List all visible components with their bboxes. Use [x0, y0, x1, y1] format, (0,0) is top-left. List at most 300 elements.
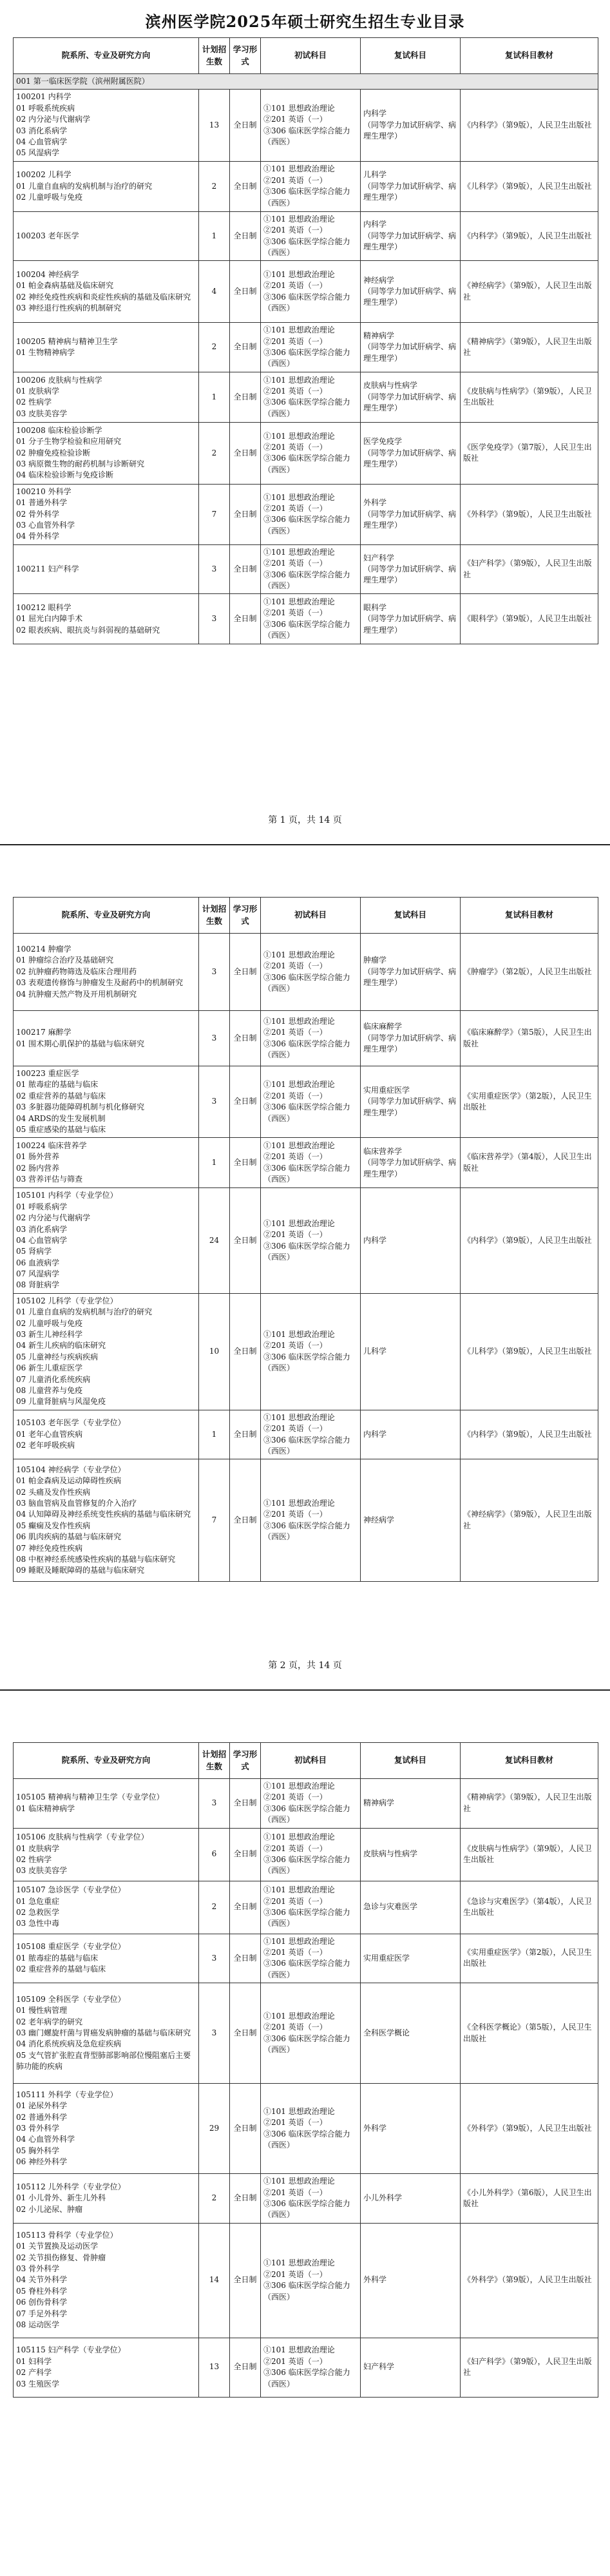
dept-line: 04 临床检验诊断与免疫诊断 [16, 470, 114, 480]
initial-exam-line: ③306 临床医学综合能力（西医） [263, 187, 350, 207]
textbook-cell [461, 261, 598, 323]
initial-exam-line: ③306 临床医学综合能力（西医） [263, 2033, 350, 2055]
dept-line: 05 癫痫及发作性疾病 [16, 1521, 91, 1530]
dept-cell [14, 1983, 199, 2084]
plan-count: 1 [199, 1410, 230, 1459]
dept-line: 02 重症营养的基础与临床 [16, 1965, 106, 1974]
dept-line: 01 屈光白内障手术 [16, 614, 83, 624]
initial-exam-cell [261, 1188, 361, 1294]
dept-line: 03 多脏器功能障碍机制与机化修研究 [16, 1102, 145, 1112]
table-row [14, 422, 598, 484]
initial-exam-line: ②201 英语（一） [263, 608, 327, 618]
initial-exam-line: ②201 英语（一） [263, 2269, 327, 2279]
dept-line: 105103 老年医学（专业学位） [16, 1418, 126, 1428]
textbook-line: 《妇产科学》（第9版），人民卫生出版社 [463, 2356, 592, 2378]
initial-exam-line: ②201 英语（一） [263, 2023, 327, 2032]
initial-exam-cell [261, 1066, 361, 1138]
textbook-cell [461, 594, 598, 644]
initial-exam-line: ②201 英语（一） [263, 386, 327, 396]
dept-line: 06 神经外科学 [16, 2157, 68, 2167]
plan-count: 3 [199, 544, 230, 594]
dept-line: 02 关节损伤修复、骨肿瘤 [16, 2253, 106, 2262]
header-dept: 院系所、专业及研究方向 [14, 38, 199, 74]
textbook-cell [461, 1410, 598, 1459]
textbook-line: 《急诊与灾难医学》（第4版），人民卫生出版社 [463, 1896, 592, 1918]
textbook-line: 《实用重症医学》（第2版），人民卫生出版社 [463, 1947, 592, 1968]
study-mode: 全日制 [230, 2084, 261, 2174]
dept-line: 100212 眼科学 [16, 602, 71, 612]
dept-line: 01 急危重症 [16, 1896, 60, 1906]
study-mode: 全日制 [230, 1779, 261, 1829]
dept-line: 02 肿瘤免疫检验诊断 [16, 448, 91, 457]
dept-cell [14, 1881, 199, 1934]
initial-exam-line: ②201 英语（一） [263, 1424, 327, 1434]
textbook-line: 《精神病学》（第9版），人民卫生出版社 [463, 1793, 592, 1813]
header-plan: 计划招生数 [199, 38, 230, 74]
catalog-table-page-1 [13, 37, 598, 644]
dept-line: 01 普通外科学 [16, 498, 68, 508]
retest-line: （同等学力加试肝病学、病理生理学） [363, 1158, 457, 1178]
retest-line: 临床营养学 [363, 1146, 403, 1156]
retest-cell [361, 1983, 461, 2084]
dept-line: 105113 骨科学（专业学位） [16, 2230, 118, 2240]
study-mode: 全日制 [230, 2338, 261, 2397]
plan-count: 3 [199, 1011, 230, 1066]
initial-exam-line: ①101 思想政治理论 [263, 1330, 335, 1340]
textbook-cell [461, 2174, 598, 2224]
table-row [14, 1011, 598, 1066]
retest-line: （同等学力加试肝病学、病理生理学） [363, 448, 457, 469]
dept-line: 01 关节置换及运动医学 [16, 2242, 99, 2251]
dept-line: 07 风湿病学 [16, 1269, 60, 1279]
retest-cell [361, 90, 461, 161]
initial-exam-line: ②201 英语（一） [263, 2187, 327, 2197]
initial-exam-line: ①101 思想政治理论 [263, 325, 335, 335]
initial-exam-line: ①101 思想政治理论 [263, 547, 335, 557]
initial-exam-line: ③306 临床医学综合能力（西医） [263, 1908, 350, 1928]
retest-cell [361, 1779, 461, 1829]
retest-cell [361, 1828, 461, 1881]
dept-line: 05 脊柱外科学 [16, 2286, 68, 2296]
dept-line: 02 产科学 [16, 2368, 52, 2378]
initial-exam-cell [261, 2223, 361, 2338]
study-mode: 全日制 [230, 1934, 261, 1983]
initial-exam-line: ③306 临床医学综合能力（西医） [263, 236, 350, 257]
textbook-cell [461, 1188, 598, 1294]
study-mode: 全日制 [230, 372, 261, 422]
initial-exam-line: ③306 临床医学综合能力（西医） [263, 348, 350, 369]
dept-line: 02 神经免疫性疾病和炎症性疾病的基础及临床研究 [16, 292, 191, 302]
retest-line: （同等学力加试肝病学、病理生理学） [363, 342, 457, 363]
plan-count: 7 [199, 1459, 230, 1582]
dept-line: 100204 神经病学 [16, 270, 79, 280]
table-row [14, 90, 598, 161]
document-title: 滨州医学院2025年硕士研究生招生专业目录 [145, 12, 465, 31]
textbook-line: 《精神病学》（第9版），人民卫生出版社 [463, 336, 592, 358]
study-mode: 全日制 [230, 1828, 261, 1881]
textbook-cell [461, 934, 598, 1011]
dept-line: 01 呼吸系统疾病 [16, 103, 75, 113]
dept-line: 08 肾脏病学 [16, 1280, 60, 1290]
dept-cell [14, 422, 199, 484]
dept-line: 105101 内科学（专业学位） [16, 1191, 118, 1200]
textbook-cell [461, 484, 598, 544]
table-header-row [14, 38, 598, 74]
dept-line: 06 新生儿重症医学 [16, 1363, 83, 1373]
dept-line: 05 支气管扩张腔直背型肺部影响部位慢阻塞后主要肺功能的疾病 [16, 2050, 191, 2071]
dept-line: 04 ARDS的发生发展机制 [16, 1113, 106, 1123]
dept-line: 01 老年心血管疾病 [16, 1429, 83, 1439]
dept-line: 07 神经免疫性疾病 [16, 1543, 83, 1553]
table-row [14, 934, 598, 1011]
initial-exam-line: ③306 临床医学综合能力（西医） [263, 2281, 350, 2302]
initial-exam-cell [261, 422, 361, 484]
table-row [14, 1881, 598, 1934]
retest-line: 内科学 [363, 1429, 387, 1439]
table-row [14, 594, 598, 644]
retest-cell [361, 1293, 461, 1410]
study-mode: 全日制 [230, 323, 261, 372]
retest-line: 急诊与灾难医学 [363, 1902, 418, 1912]
dept-cell [14, 372, 199, 422]
dept-line: 01 帕金森病及运动障碍性疾病 [16, 1476, 122, 1486]
initial-exam-cell [261, 934, 361, 1011]
initial-exam-line: ①101 思想政治理论 [263, 270, 335, 280]
initial-exam-line: ③306 临床医学综合能力（西医） [263, 1163, 350, 1184]
dept-line: 03 急性中毒 [16, 1919, 60, 1928]
dept-cell [14, 2338, 199, 2397]
dept-line: 105109 全科医学（专业学位） [16, 1994, 126, 2004]
initial-exam-line: ③306 临床医学综合能力（西医） [263, 398, 350, 418]
plan-count: 3 [199, 1983, 230, 2084]
dept-line: 105106 皮肤病与性病学（专业学位） [16, 1832, 149, 1842]
retest-line: 神经病学 [363, 275, 395, 285]
initial-exam-line: ②201 英语（一） [263, 442, 327, 452]
textbook-cell [461, 1066, 598, 1138]
retest-line: 小儿外科学 [363, 2193, 403, 2203]
initial-exam-cell [261, 544, 361, 594]
initial-exam-line: ②201 英语（一） [263, 2356, 327, 2366]
dept-line: 100217 麻醉学 [16, 1028, 71, 1037]
dept-line: 100208 临床检验诊断学 [16, 425, 102, 435]
plan-count: 2 [199, 323, 230, 372]
plan-count: 1 [199, 1138, 230, 1188]
retest-cell [361, 484, 461, 544]
dept-line: 01 肿瘤综合治疗及基础研究 [16, 956, 114, 965]
initial-exam-cell [261, 1779, 361, 1829]
dept-line: 08 儿童营养与免疫 [16, 1385, 83, 1395]
textbook-cell [461, 323, 598, 372]
initial-exam-cell [261, 1983, 361, 2084]
dept-cell [14, 1138, 199, 1188]
retest-line: 实用重症医学 [363, 1086, 410, 1095]
initial-exam-line: ②201 英语（一） [263, 1843, 327, 1853]
initial-exam-line: ①101 思想政治理论 [263, 2011, 335, 2021]
dept-line: 02 急救医学 [16, 1908, 60, 1918]
dept-line: 02 普通外科学 [16, 2112, 68, 2122]
dept-line: 100201 内科学 [16, 92, 71, 102]
initial-exam-line: ③306 临床医学综合能力（西医） [263, 1039, 350, 1059]
textbook-line: 《外科学》（第9版），人民卫生出版社 [463, 509, 592, 519]
dept-line: 03 新生儿神经科学 [16, 1330, 83, 1340]
initial-exam-line: ②201 英语（一） [263, 1028, 327, 1037]
textbook-line: 《儿科学》（第9版），人民卫生出版社 [463, 181, 592, 191]
dept-line: 100210 外科学 [16, 486, 71, 496]
dept-line: 05 风湿病学 [16, 148, 60, 158]
initial-exam-cell [261, 2338, 361, 2397]
dept-line: 02 内分泌与代谢病学 [16, 115, 91, 124]
initial-exam-line: ②201 英语（一） [263, 226, 327, 235]
textbook-line: 《外科学》（第9版），人民卫生出版社 [463, 2123, 592, 2133]
initial-exam-line: ③306 临床医学综合能力（西医） [263, 2129, 350, 2150]
textbook-cell [461, 90, 598, 161]
retest-line: 儿科学 [363, 170, 387, 180]
plan-count: 13 [199, 90, 230, 161]
dept-cell [14, 1188, 199, 1294]
dept-cell [14, 2174, 199, 2224]
study-mode: 全日制 [230, 934, 261, 1011]
retest-line: 神经病学 [363, 1515, 395, 1525]
retest-line: 妇产科学 [363, 2362, 395, 2372]
dept-cell [14, 323, 199, 372]
initial-exam-line: ①101 思想政治理论 [263, 1141, 335, 1151]
dept-cell [14, 1779, 199, 1829]
dept-line: 03 脑血管病及血管修复的介入治疗 [16, 1499, 137, 1508]
retest-line: 内科学 [363, 109, 387, 119]
dept-line: 01 围术期心肌保护的基础与临床研究 [16, 1039, 145, 1048]
plan-count: 29 [199, 2084, 230, 2174]
table-header-row [14, 1743, 598, 1779]
table-row [14, 1779, 598, 1829]
dept-line: 105102 儿科学（专业学位） [16, 1296, 118, 1305]
textbook-line: 《小儿外科学》（第6版），人民卫生出版社 [463, 2187, 592, 2208]
plan-count: 13 [199, 2338, 230, 2397]
retest-line: （同等学力加试肝病学、病理生理学） [363, 1097, 457, 1117]
initial-exam-line: ①101 思想政治理论 [263, 164, 335, 174]
dept-line: 03 心血管外科学 [16, 521, 75, 530]
initial-exam-line: ②201 英语（一） [263, 1896, 327, 1906]
dept-line: 03 幽门螺旋杆菌与胃癌发病肿瘤的基础与临床研究 [16, 2028, 191, 2037]
plan-count: 2 [199, 161, 230, 211]
initial-exam-line: ①101 思想政治理论 [263, 431, 335, 441]
table-row [14, 1934, 598, 1983]
dept-line: 05 重症感染的基础与临床 [16, 1124, 106, 1134]
document-page-3 [0, 1691, 610, 2576]
initial-exam-cell [261, 2084, 361, 2174]
initial-exam-line: ③306 临床医学综合能力（西医） [263, 1521, 350, 1542]
initial-exam-line: ②201 英语（一） [263, 559, 327, 568]
header-book: 复试科目教材 [461, 898, 598, 934]
header-init: 初试科目 [261, 1743, 361, 1779]
dept-cell [14, 1459, 199, 1582]
table-row [14, 1188, 598, 1294]
dept-line: 04 认知障碍及神经系统变性疾病的基础与临床研究 [16, 1510, 191, 1519]
dept-line: 07 儿童消化系统疾病 [16, 1374, 91, 1384]
retest-line: 精神病学 [363, 331, 395, 340]
initial-exam-cell [261, 484, 361, 544]
dept-line: 01 呼吸系病学 [16, 1202, 68, 1211]
initial-exam-line: ①101 思想政治理论 [263, 492, 335, 502]
retest-line: （同等学力加试肝病学、病理生理学） [363, 392, 457, 413]
initial-exam-cell [261, 261, 361, 323]
initial-exam-line: ①101 思想政治理论 [263, 214, 335, 224]
plan-count: 3 [199, 934, 230, 1011]
initial-exam-cell [261, 90, 361, 161]
dept-line: 01 帕金森病基础及临床研究 [16, 281, 114, 291]
study-mode: 全日制 [230, 1881, 261, 1934]
retest-cell [361, 2174, 461, 2224]
textbook-cell [461, 1828, 598, 1881]
dept-cell [14, 261, 199, 323]
initial-exam-line: ②201 英语（一） [263, 281, 327, 291]
header-retest: 复试科目 [361, 898, 461, 934]
plan-count: 6 [199, 1828, 230, 1881]
dept-line: 01 泌尿外科学 [16, 2101, 68, 2111]
dept-line: 06 肌肉疾病的基础与临床研究 [16, 1532, 122, 1542]
plan-count: 2 [199, 2174, 230, 2224]
initial-exam-line: ②201 英语（一） [263, 503, 327, 513]
dept-line: 02 肠内营养 [16, 1163, 60, 1173]
retest-line: （同等学力加试肝病学、病理生理学） [363, 966, 457, 988]
dept-line: 02 骨外科学 [16, 509, 60, 519]
dept-line: 105111 外科学（专业学位） [16, 2090, 118, 2099]
initial-exam-line: ①101 思想政治理论 [263, 1499, 335, 1508]
dept-line: 01 儿童自血病的发病机制与治疗的研究 [16, 1307, 153, 1317]
dept-cell [14, 1410, 199, 1459]
plan-count: 10 [199, 1293, 230, 1410]
initial-exam-line: ②201 英语（一） [263, 1152, 327, 1162]
dept-cell [14, 1066, 199, 1138]
retest-cell [361, 211, 461, 261]
study-mode: 全日制 [230, 1138, 261, 1188]
initial-exam-line: ③306 临床医学综合能力（西医） [263, 126, 350, 146]
dept-line: 01 肠外营养 [16, 1152, 60, 1162]
initial-exam-cell [261, 1459, 361, 1582]
header-init: 初试科目 [261, 898, 361, 934]
initial-exam-line: ①101 思想政治理论 [263, 1885, 335, 1895]
retest-cell [361, 1881, 461, 1934]
study-mode: 全日制 [230, 1983, 261, 2084]
initial-exam-cell [261, 1828, 361, 1881]
dept-line: 02 小儿泌尿、肿瘤 [16, 2204, 83, 2214]
initial-exam-line: ②201 英语（一） [263, 115, 327, 124]
dept-line: 02 儿童呼吸与免疫 [16, 1318, 83, 1328]
plan-count: 4 [199, 261, 230, 323]
dept-line: 04 新生儿疾病的临床研究 [16, 1341, 106, 1350]
header-retest: 复试科目 [361, 38, 461, 74]
textbook-line: 《神经病学》（第9版），人民卫生出版社 [463, 281, 592, 302]
plan-count: 3 [199, 1779, 230, 1829]
header-retest: 复试科目 [361, 1743, 461, 1779]
dept-line: 01 生物精神病学 [16, 348, 75, 358]
dept-line: 01 皮肤病学 [16, 1843, 60, 1853]
dept-cell [14, 161, 199, 211]
initial-exam-line: ②201 英语（一） [263, 2118, 327, 2128]
textbook-cell [461, 2223, 598, 2338]
textbook-line: 《内科学》（第9版），人民卫生出版社 [463, 231, 592, 240]
textbook-cell [461, 161, 598, 211]
dept-line: 105105 精神病与精神卫生学（专业学位） [16, 1793, 164, 1802]
retest-line: （同等学力加试肝病学、病理生理学） [363, 181, 457, 202]
dept-line: 105108 重症医学（专业学位） [16, 1942, 126, 1952]
retest-line: （同等学力加试肝病学、病理生理学） [363, 564, 457, 585]
dept-cell [14, 484, 199, 544]
header-dept: 院系所、专业及研究方向 [14, 898, 199, 934]
study-mode: 全日制 [230, 1459, 261, 1582]
dept-line: 01 皮肤病学 [16, 386, 60, 396]
initial-exam-line: ①101 思想政治理论 [263, 2177, 335, 2186]
dept-line: 100206 皮肤病与性病学 [16, 375, 102, 385]
retest-cell [361, 1011, 461, 1066]
initial-exam-line: ②201 英语（一） [263, 1793, 327, 1802]
retest-line: 外科学 [363, 2123, 387, 2133]
table-row [14, 2338, 598, 2397]
initial-exam-line: ③306 临床医学综合能力（西医） [263, 292, 350, 313]
dept-line: 02 儿童呼吸与免疫 [16, 192, 83, 202]
table-row [14, 484, 598, 544]
plan-count: 2 [199, 1881, 230, 1934]
dept-line: 03 骨外科学 [16, 2123, 60, 2133]
catalog-table-page-2 [13, 897, 598, 1582]
study-mode: 全日制 [230, 2223, 261, 2338]
textbook-line: 《外科学》（第9版），人民卫生出版社 [463, 2275, 592, 2285]
plan-count: 3 [199, 594, 230, 644]
initial-exam-line: ②201 英语（一） [263, 1230, 327, 1240]
initial-exam-cell [261, 594, 361, 644]
initial-exam-line: ①101 思想政治理论 [263, 1218, 335, 1228]
dept-line: 04 消化系统疾病及急危症疾病 [16, 2039, 122, 2049]
dept-line: 02 老年病学的研究 [16, 2017, 83, 2026]
header-dept: 院系所、专业及研究方向 [14, 1743, 199, 1779]
dept-line: 02 内分泌与代谢病学 [16, 1213, 91, 1223]
study-mode: 全日制 [230, 1410, 261, 1459]
plan-count: 1 [199, 211, 230, 261]
catalog-rows [14, 90, 598, 644]
page-footer: 第 2 页，共 14 页 [268, 1660, 342, 1671]
dept-line: 105112 儿外科学（专业学位） [16, 2182, 126, 2191]
textbook-cell [461, 1138, 598, 1188]
retest-line: （同等学力加试肝病学、病理生理学） [363, 231, 457, 252]
textbook-cell [461, 1779, 598, 1829]
initial-exam-line: ①101 思想政治理论 [263, 1080, 335, 1090]
header-book: 复试科目教材 [461, 38, 598, 74]
textbook-cell [461, 211, 598, 261]
textbook-line: 《临床麻醉学》（第5版），人民卫生出版社 [463, 1028, 592, 1048]
header-book: 复试科目教材 [461, 1743, 598, 1779]
initial-exam-line: ③306 临床医学综合能力（西医） [263, 619, 350, 640]
dept-line: 03 消化系病学 [16, 126, 68, 135]
dept-cell [14, 1934, 199, 1983]
dept-line: 06 创伤骨科学 [16, 2298, 68, 2307]
study-mode: 全日制 [230, 1066, 261, 1138]
dept-line: 02 老年呼吸疾病 [16, 1441, 75, 1450]
textbook-cell [461, 1293, 598, 1410]
study-mode: 全日制 [230, 484, 261, 544]
initial-exam-cell [261, 323, 361, 372]
catalog-table-page-3 [13, 1742, 598, 2398]
textbook-line: 《皮肤病与性病学》（第9版），人民卫生出版社 [463, 1843, 592, 1865]
retest-line: 肿瘤学 [363, 956, 387, 965]
initial-exam-line: ③306 临床医学综合能力（西医） [263, 1102, 350, 1123]
initial-exam-line: ③306 临床医学综合能力（西医） [263, 1959, 350, 1979]
dept-line: 02 头痛及发作性疾病 [16, 1487, 91, 1497]
initial-exam-line: ①101 思想政治理论 [263, 2106, 335, 2116]
initial-exam-line: ③306 临床医学综合能力（西医） [263, 2368, 350, 2389]
initial-exam-line: ③306 临床医学综合能力（西医） [263, 570, 350, 590]
dept-line: 100211 妇产科学 [16, 564, 79, 573]
initial-exam-line: ①101 思想政治理论 [263, 597, 335, 607]
page-footer: 第 1 页，共 14 页 [268, 815, 342, 825]
